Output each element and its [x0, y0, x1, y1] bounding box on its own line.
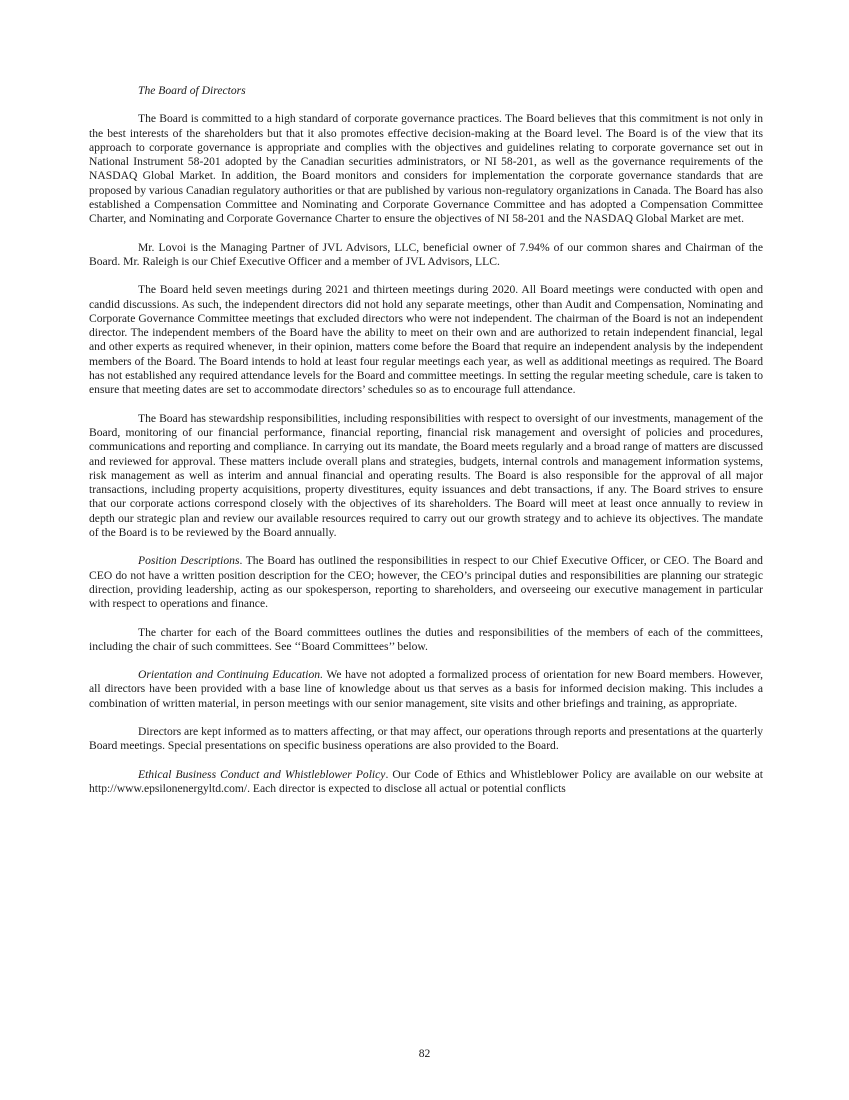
- paragraph-text: . The Board has outlined the responsibilities in respect to our Chief Executive Officer, or CEO. The Board and CEO do not have a written position description for the CEO; however, the CEO’s principal duties and responsibilities are planning our strategic direction, providing leadership, acting as our spokesperson, reporting to shareholders, and overseeing our executive management in particular with respect to operations and finance.: [89, 554, 763, 611]
- paragraph-lead: Position Descriptions: [138, 554, 240, 568]
- section-heading: The Board of Directors: [138, 84, 246, 97]
- paragraph-position-descriptions: [89, 554, 763, 611]
- paragraph-text: The Board has stewardship responsibilities, including responsibilities with respect to oversight of our investments, management of the Board, monitoring of our financial performance, financial reporting, financial risk management and oversight of policies and procedures, communications and reporting and compliance. In carrying out its mandate, the Board meets regularly and a broad range of matters are discussed and reviewed for approval. These matters include overall plans and strategies, budgets, internal controls and management information systems, risk management as well as interim and annual financial and operating results. The Board is also responsible for the approval of all major transactions, including property acquisitions, property divestitures, equity issuances and debt transactions, if any. The Board strives to ensure that our corporate actions correspond closely with the objectives of its shareholders. The Board will meet at least once annually to review in depth our strategic plan and review our available resources required to carry out our growth strategy and to achieve its objectives. The mandate of the Board is to be reviewed by the Board annually.: [89, 411, 763, 540]
- paragraph-lead: Orientation and Continuing Education.: [138, 668, 323, 682]
- paragraph-text: We have not adopted a formalized process of orientation for new Board members. However, all directors have been provided with a base line of knowledge about us that serves as a basis for informed decision making. This includes a combination of written material, in person meetings with our senior management, site visits and other briefings and training, as appropriate.: [89, 668, 763, 710]
- paragraph-text: . Our Code of Ethics and Whistleblower Policy are available on our website at http://www.epsilonenergyltd.com/. Each director is expected to disclose all actual or potential conflicts: [89, 767, 763, 795]
- paragraph-committee-charters: [89, 626, 763, 655]
- page-number: 82: [418, 1047, 431, 1060]
- paragraph-stewardship: [89, 412, 763, 541]
- paragraph-lead: Ethical Business Conduct and Whistleblower Policy: [138, 767, 386, 781]
- paragraph-ethics-policy: [89, 768, 763, 797]
- paragraph-text: The Board is committed to a high standard of corporate governance practices. The Board believes that this commitment is not only in the best interests of the shareholders but that it also promotes effective decision-making at the Board level. The Board is of the view that its approach to corporate governance is appropriate and complies with the objectives and guidelines relating to corporate governance set out in National Instrument 58-201 adopted by the Canadian securities administrators, or NI 58-201, as well as the governance requirements of the NASDAQ Global Market. In addition, the Board monitors and considers for implementation the corporate governance standards that are proposed by various Canadian regulatory authorities or that are published by various non-regulatory organizations in Canada. The Board has also established a Compensation Committee and Nominating and Corporate Governance Committee and has adopted a Compensation Committee Charter, and Nominating and Corporate Governance Charter to ensure the objectives of NI 58-201 and the NASDAQ Global Market are met.: [89, 112, 763, 226]
- paragraph-chairman: [89, 241, 763, 270]
- paragraph-orientation: [89, 668, 763, 711]
- paragraph-text: Mr. Lovoi is the Managing Partner of JVL Advisors, LLC, beneficial owner of 7.94% of our common shares and Chairman of the Board. Mr. Raleigh is our Chief Executive Officer and a member of JVL Advisors, LLC.: [89, 240, 763, 268]
- paragraph-text: Directors are kept informed as to matters affecting, or that may affect, our operations through reports and presentations at the quarterly Board meetings. Special presentations on specific business operations are also provided to the Board.: [89, 724, 763, 753]
- paragraph-meetings: [89, 283, 763, 397]
- paragraph-directors-informed: [89, 725, 763, 754]
- paragraph-text: The Board held seven meetings during 2021 and thirteen meetings during 2020. All Board meetings were conducted with open and candid discussions. As such, the independent directors did not hold any separate meetings, other than Audit and Compensation, Nominating and Corporate Governance Committee meetings that excluded directors who were not independent. The chairman of the Board is not an independent director. The independent members of the Board have the ability to meet on their own and are authorized to retain independent financial, legal and other experts as required whenever, in their opinion, matters come before the Board that require an independent analysis by the independent members of the Board. The Board intends to hold at least four regular meetings each year, as well as additional meetings as required. The Board has not established any required attendance levels for the Board and committee meetings. In setting the regular meeting schedule, care is taken to ensure that meeting dates are set to accommodate directors’ schedules so as to encourage full attendance.: [89, 283, 763, 397]
- paragraph-governance-commitment: [89, 112, 763, 226]
- paragraph-text: The charter for each of the Board committees outlines the duties and responsibilities of the members of each of the committees, including the chair of such committees. See ‘‘Board Committees’’ below.: [89, 625, 763, 653]
- document-page: [89, 84, 763, 810]
